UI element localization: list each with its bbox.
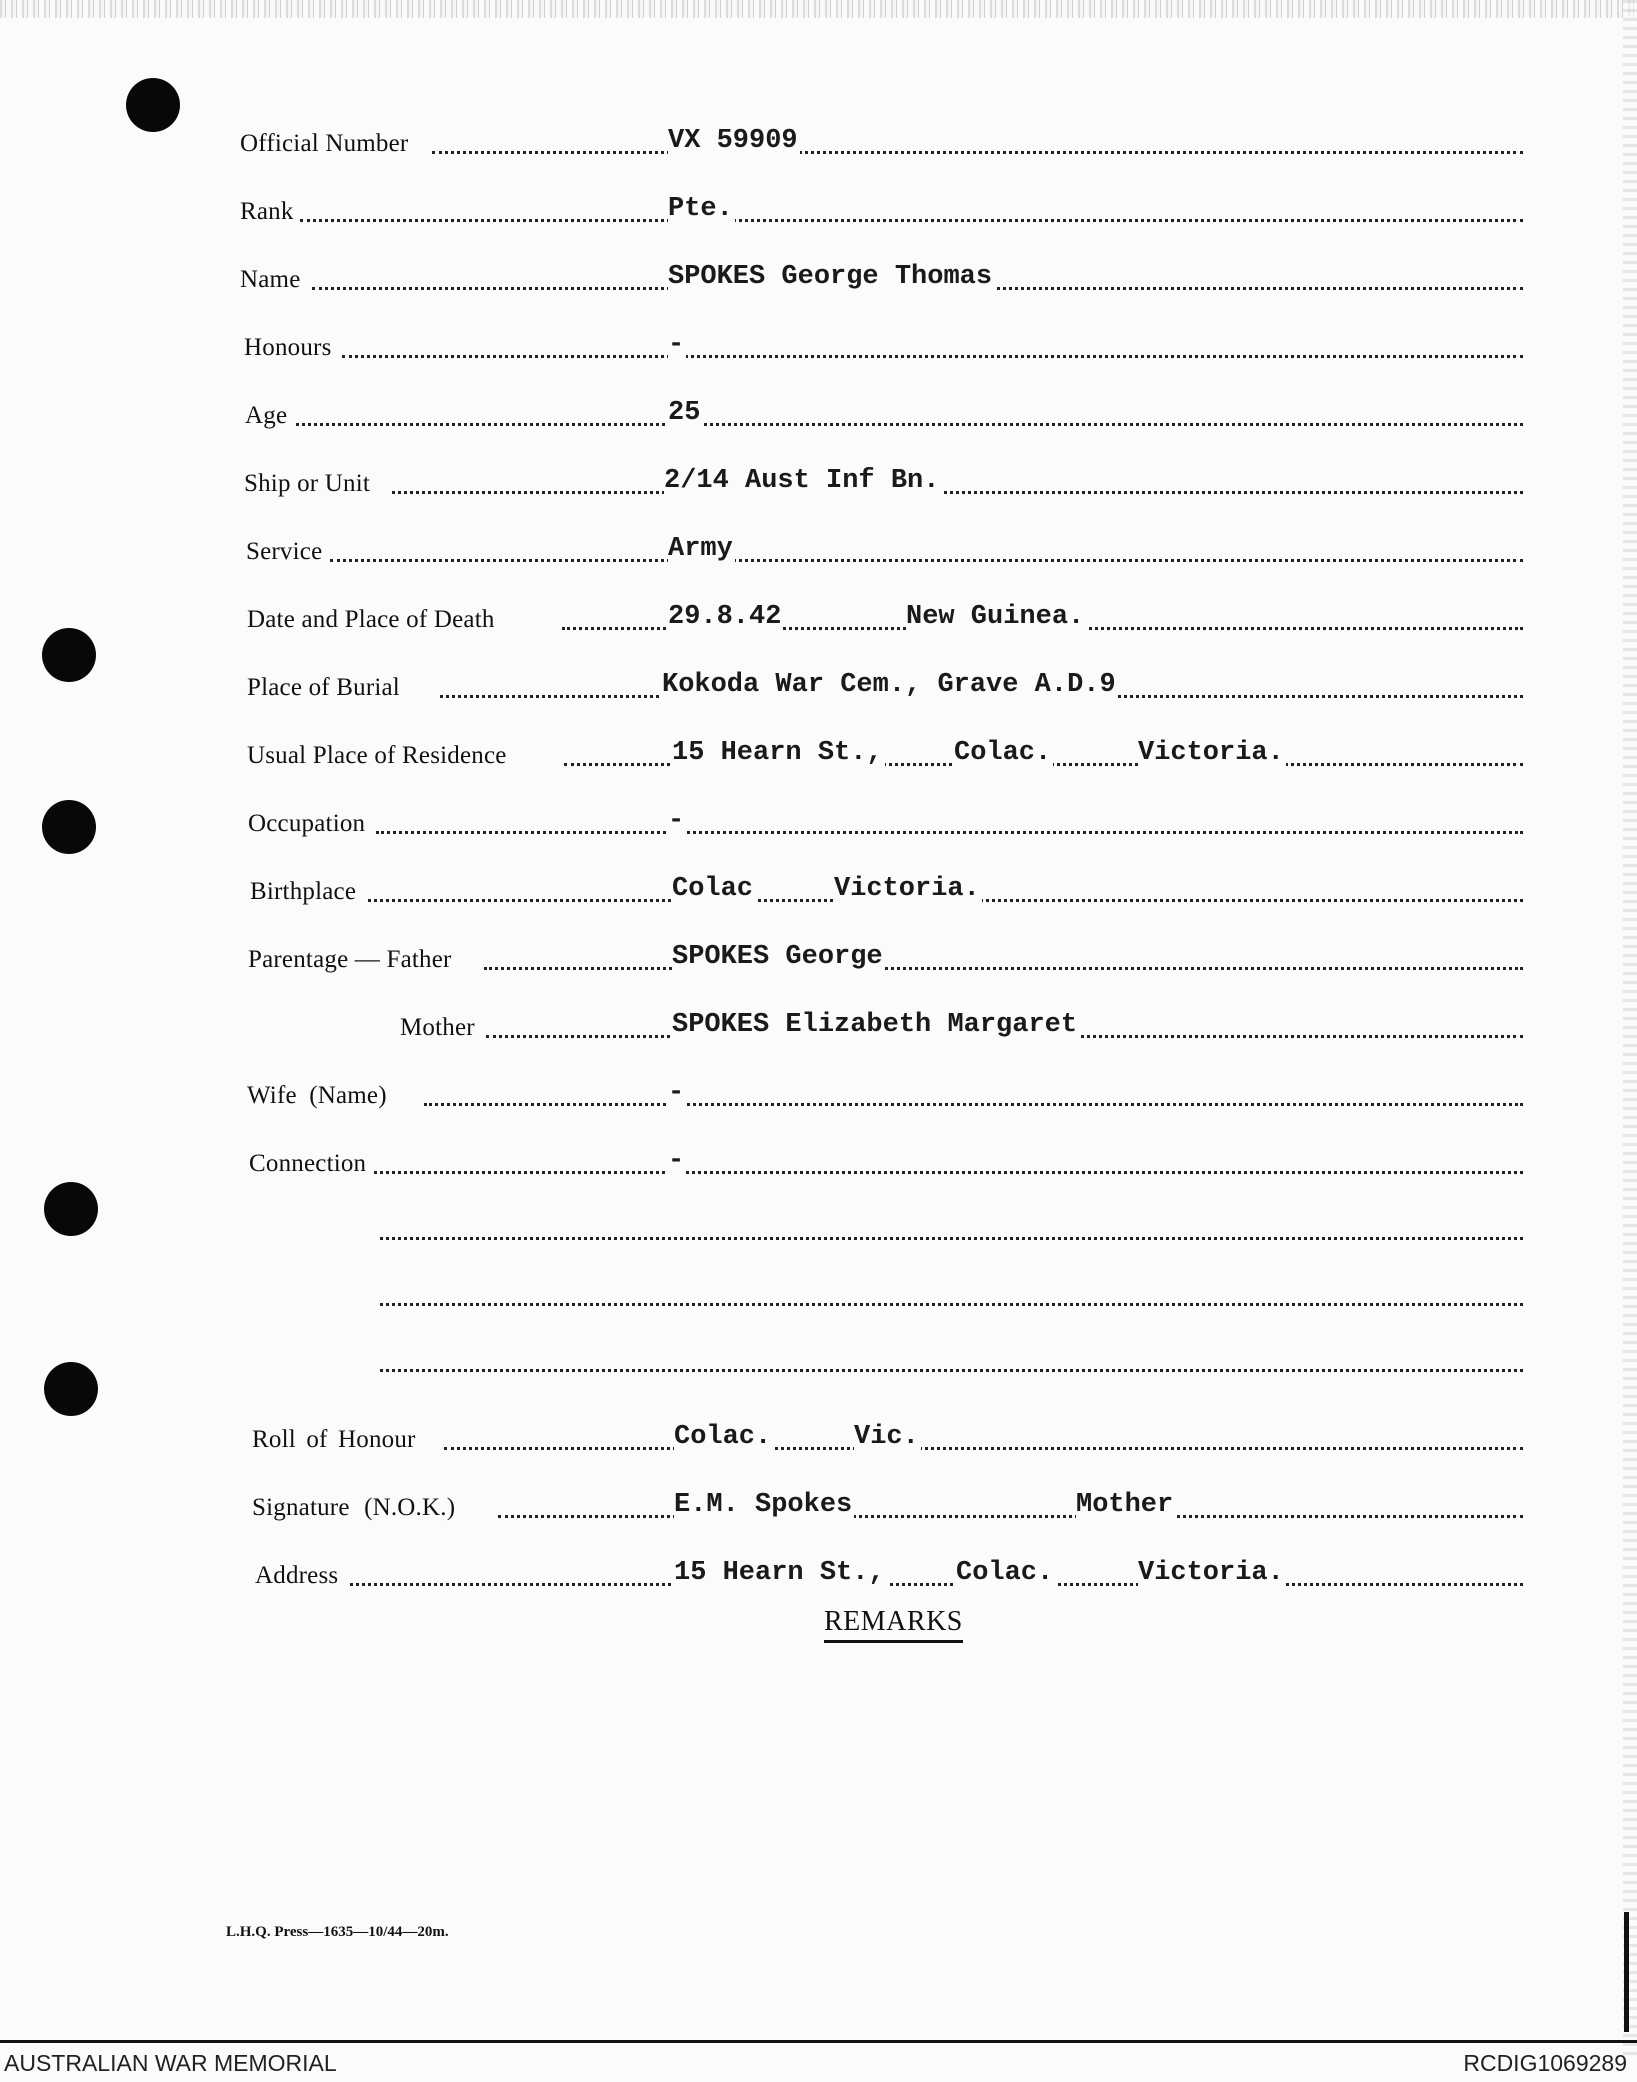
residence-state-value: Victoria. xyxy=(1138,738,1284,768)
death-date-value: 29.8.42 xyxy=(668,602,782,632)
printer-note: L.H.Q. Press—1635—10/44—20m. xyxy=(226,1924,449,1940)
residence-town-value: Colac. xyxy=(954,738,1052,768)
signature-relation-value: Mother xyxy=(1076,1490,1174,1520)
dotted-leader xyxy=(350,1583,1523,1586)
field-connection xyxy=(0,1142,1637,1182)
field-ship-or-unit xyxy=(0,462,1637,502)
field-value: 25 xyxy=(668,398,701,428)
dotted-leader xyxy=(296,423,1523,426)
dotted-leader xyxy=(498,1515,1523,1518)
blank-line xyxy=(0,1208,1637,1248)
field-label: Age xyxy=(245,402,288,429)
field-address xyxy=(0,1554,1637,1594)
field-label: Rank xyxy=(240,198,294,225)
dotted-leader xyxy=(432,151,1523,154)
field-occupation xyxy=(0,802,1637,842)
dotted-leader xyxy=(376,831,1523,834)
field-label: Occupation xyxy=(248,810,366,837)
field-value: SPOKES George Thomas xyxy=(668,262,993,292)
field-label: Date and Place of Death xyxy=(247,606,495,633)
field-usual-residence xyxy=(0,734,1637,774)
field-label: Address xyxy=(255,1562,339,1589)
field-label: Birthplace xyxy=(250,878,357,905)
field-age xyxy=(0,394,1637,434)
field-name xyxy=(0,258,1637,298)
field-signature xyxy=(0,1486,1637,1526)
field-value: - xyxy=(668,330,685,360)
dotted-leader xyxy=(342,355,1523,358)
archive-credit: AUSTRALIAN WAR MEMORIAL xyxy=(4,2050,337,2076)
dotted-leader xyxy=(300,219,1523,222)
field-label: Honours xyxy=(244,334,332,361)
field-honours xyxy=(0,326,1637,366)
birthplace-state-value: Victoria. xyxy=(834,874,980,904)
field-label: Name xyxy=(240,266,301,293)
field-label: Place of Burial xyxy=(247,674,400,701)
birthplace-town-value: Colac xyxy=(672,874,754,904)
roll-state-value: Vic. xyxy=(854,1422,919,1452)
field-parentage-father xyxy=(0,938,1637,978)
blank-line xyxy=(0,1274,1637,1314)
field-service xyxy=(0,530,1637,570)
field-value: SPOKES George xyxy=(672,942,883,972)
address-state-value: Victoria. xyxy=(1138,1558,1284,1588)
field-label: Signature (N.O.K.) xyxy=(252,1494,456,1521)
field-label: Wife (Name) xyxy=(247,1082,387,1109)
field-value: VX 59909 xyxy=(668,126,798,156)
field-rank xyxy=(0,190,1637,230)
scan-top-edge xyxy=(0,0,1637,18)
field-label: Usual Place of Residence xyxy=(247,742,507,769)
address-street-value: 15 Hearn St., xyxy=(674,1558,885,1588)
field-label: Connection xyxy=(249,1150,367,1177)
field-label: Ship or Unit xyxy=(244,470,371,497)
field-label: Parentage — Father xyxy=(248,946,452,973)
field-date-place-of-death xyxy=(0,598,1637,638)
field-label: Official Number xyxy=(240,130,409,157)
dotted-leader xyxy=(374,1171,1523,1174)
field-label: Mother xyxy=(400,1014,475,1041)
signature-name-value: E.M. Spokes xyxy=(674,1490,853,1520)
death-place-value: New Guinea. xyxy=(906,602,1085,632)
dotted-leader xyxy=(392,491,1523,494)
dotted-leader xyxy=(330,559,1523,562)
dotted-leader xyxy=(380,1237,1523,1240)
field-value: Kokoda War Cem., Grave A.D.9 xyxy=(662,670,1116,700)
address-town-value: Colac. xyxy=(956,1558,1054,1588)
remarks-heading: REMARKS xyxy=(824,1606,963,1643)
field-wife xyxy=(0,1074,1637,1114)
residence-street-value: 15 Hearn St., xyxy=(672,738,883,768)
roll-town-value: Colac. xyxy=(674,1422,772,1452)
scan-corner-mark xyxy=(1624,1912,1629,2032)
field-roll-of-honour xyxy=(0,1418,1637,1458)
field-place-of-burial xyxy=(0,666,1637,706)
field-label: Service xyxy=(246,538,323,565)
field-value: SPOKES Elizabeth Margaret xyxy=(672,1010,1078,1040)
blank-line xyxy=(0,1340,1637,1380)
field-value: - xyxy=(668,1146,685,1176)
dotted-leader xyxy=(380,1303,1523,1306)
field-value: Army xyxy=(668,534,733,564)
dotted-leader xyxy=(380,1369,1523,1372)
dotted-leader xyxy=(444,1447,1523,1450)
field-value: - xyxy=(668,806,685,836)
dotted-leader xyxy=(484,967,1523,970)
bottom-rule xyxy=(0,2040,1637,2043)
field-label: Roll of Honour xyxy=(252,1426,416,1453)
field-official-number xyxy=(0,122,1637,162)
field-mother xyxy=(0,1006,1637,1046)
field-birthplace xyxy=(0,870,1637,910)
field-value: Pte. xyxy=(668,194,733,224)
field-value: 2/14 Aust Inf Bn. xyxy=(664,466,940,496)
dotted-leader xyxy=(424,1103,1523,1106)
archive-id: RCDIG1069289 xyxy=(1463,2050,1627,2076)
field-value: - xyxy=(668,1078,685,1108)
